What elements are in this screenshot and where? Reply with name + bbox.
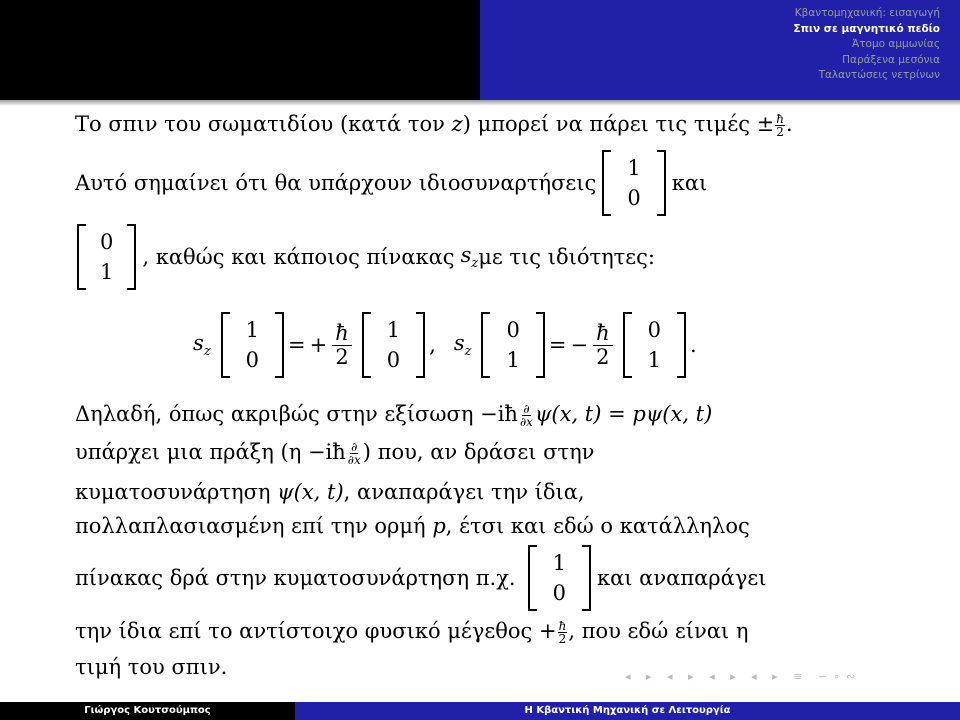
text: και	[671, 171, 708, 195]
math-sub-z: z	[464, 344, 472, 360]
vector-cell: 1	[627, 156, 641, 180]
vector-cell: 0	[647, 318, 661, 342]
nav-item-spin[interactable]: Σπιν σε μαγνητικό πεδίο	[793, 22, 940, 35]
vector-cell: 1	[245, 318, 260, 342]
line-5	[75, 440, 594, 466]
text: , αναπαράγει την ίδια,	[343, 480, 585, 504]
vector-cell: 0	[627, 186, 641, 210]
text: , που εδώ είναι η	[568, 619, 749, 643]
line-6	[75, 480, 585, 504]
text: , έτσι και εδώ ο κατάλληλος	[445, 514, 750, 538]
text: Το σπιν του σωματιδίου (κατά τον	[75, 112, 452, 136]
text: , καθώς και κάποιος πίνακας	[142, 245, 455, 269]
equals: =	[288, 333, 306, 357]
vector-down	[77, 224, 136, 290]
line-8	[75, 545, 767, 611]
text: την ίδια επί το αντίστοιχο φυσικό μέγεθος +	[75, 619, 557, 643]
footer-title: Η Κβαντική Μηχανική σε Λειτουργία	[295, 702, 960, 720]
text: κυματοσυνάρτηση	[75, 480, 278, 504]
math-var-s: s	[460, 242, 472, 267]
numerator: ħ	[776, 112, 784, 126]
vector-cell: 0	[245, 348, 260, 372]
vector-up	[528, 545, 591, 611]
fraction-partial-x	[519, 403, 534, 428]
vector-cell: 1	[100, 260, 114, 284]
math-sub-z: z	[203, 344, 211, 360]
vector-cell: 1	[647, 348, 661, 372]
math-var-z: z	[451, 112, 463, 136]
text: πίνακας δρά στην κυματοσυνάρτηση π.χ.	[75, 566, 516, 590]
vector-cell: 0	[506, 318, 520, 342]
fraction-partial-x	[347, 441, 362, 466]
math-psi: ψ(x, t)	[534, 402, 602, 426]
vector-cell: 0	[386, 348, 401, 372]
line-10	[75, 655, 227, 679]
math-sz	[193, 331, 211, 359]
nav-item-neutrino-oscillations[interactable]: Ταλαντώσεις νετρίνων	[818, 69, 940, 81]
header-left-panel	[0, 0, 480, 100]
math-sz	[454, 331, 472, 359]
numerator: ∂	[523, 402, 530, 416]
vector-cell: 0	[552, 581, 566, 605]
math-var-s: s	[453, 330, 465, 355]
vector-cell: 0	[100, 230, 114, 254]
vector-cell: 1	[552, 551, 566, 575]
vector-down	[481, 312, 544, 378]
header-shadow	[0, 100, 960, 106]
text: Αυτό σημαίνει ότι θα υπάρχουν ιδιοσυναρτήσεις	[75, 171, 597, 195]
line-1	[75, 112, 793, 138]
section-navigation	[500, 6, 940, 84]
math-var-s: s	[193, 330, 204, 355]
fraction-hbar-over-2	[775, 113, 785, 138]
text: πολλαπλασιασμένη επί την ορμή	[75, 514, 433, 538]
slide-header	[0, 0, 960, 100]
math-rhs: = pψ(x, t)	[601, 402, 713, 426]
denominator: ∂x	[347, 453, 361, 467]
comma: ,	[429, 333, 436, 357]
vector-up	[602, 150, 665, 216]
denominator: 2	[335, 344, 349, 369]
nav-item-intro[interactable]: Κβαντομηχανική: εισαγωγή	[794, 7, 940, 19]
text: και αναπαράγει	[596, 566, 767, 590]
fraction-hbar-over-2	[332, 322, 352, 369]
text: ) μπορεί να πάρει τις τιμές ±	[462, 112, 775, 136]
line-7	[75, 514, 750, 538]
math-var-p: p	[432, 514, 446, 538]
numerator: ħ	[332, 322, 352, 346]
text: Δηλαδή, όπως ακριβώς στην εξίσωση −iħ	[75, 402, 518, 426]
punctuation: .	[689, 333, 697, 357]
denominator: 2	[776, 125, 784, 139]
denominator: 2	[558, 632, 567, 646]
vector-cell: 1	[386, 318, 401, 342]
denominator: ∂x	[519, 415, 533, 429]
slide-footer	[0, 702, 960, 720]
numerator: ħ	[558, 619, 567, 633]
footer-author: Γιώργος Κουτσούμπος	[0, 702, 295, 720]
nav-item-strange-mesons[interactable]: Παράξενα μεσόνια	[842, 53, 940, 66]
minus: −	[570, 333, 589, 357]
display-equation	[193, 312, 701, 378]
line-2	[75, 150, 707, 216]
nav-item-ammonia[interactable]: Άτομο αμμωνίας	[851, 38, 940, 50]
vector-cell: 1	[506, 348, 520, 372]
numerator: ∂	[351, 440, 358, 454]
line-9	[75, 619, 748, 645]
fraction-hbar-over-2	[593, 322, 613, 369]
denominator: 2	[596, 344, 610, 369]
text: με τις ιδιότητες:	[478, 245, 655, 269]
vector-up	[362, 312, 425, 378]
plus: +	[309, 333, 328, 357]
beamer-navigation-symbols[interactable]: ◂ ▸ ◂ ▸ ◂ ▸ ◂ ▸ ≡ ∽∘∾	[625, 670, 862, 683]
math-sub-z: z	[471, 256, 479, 272]
vector-up	[221, 312, 284, 378]
text: ) που, αν δράσει στην	[362, 440, 595, 464]
text: υπάρχει μια πράξη (η −iħ	[75, 440, 346, 464]
line-4	[75, 402, 712, 428]
math-sz	[461, 243, 479, 271]
equals: =	[548, 333, 567, 357]
fraction-hbar-over-2	[558, 620, 568, 645]
numerator: ħ	[593, 322, 613, 346]
punctuation: .	[785, 112, 793, 136]
vector-down	[623, 312, 686, 378]
math-psi: ψ(x, t)	[277, 480, 344, 504]
text: τιμή του σπιν.	[75, 655, 228, 679]
line-3	[77, 224, 655, 290]
